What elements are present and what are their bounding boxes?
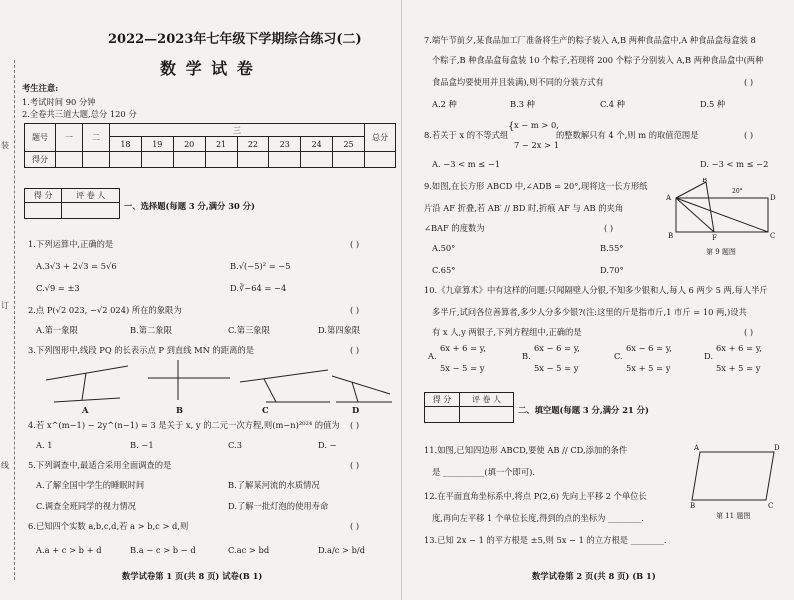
answer-paren: ( ) xyxy=(744,77,754,87)
question-5: 5.下列调查中,最适合采用全面调查的是 xyxy=(28,460,172,470)
score-cell xyxy=(56,152,83,168)
q1-option-a: A.3√3 + 2√3 = 5√6 xyxy=(36,261,117,271)
question-10-line-3: 有 x 人,y 两银子,下列方程组中,正确的是 xyxy=(432,327,582,337)
q10-option-b-line-2: 5x − 5 = y xyxy=(534,363,579,373)
quad-vertex-b: B xyxy=(690,502,696,508)
fig-d-segment-pq xyxy=(352,382,358,402)
fig-11-quadrilateral xyxy=(690,444,782,508)
score-cell xyxy=(237,152,269,168)
q8-option-d: D. −3 < m ≤ −2 xyxy=(700,159,769,169)
diagonal-bd xyxy=(676,198,768,232)
fold-af xyxy=(676,198,714,232)
q7-option-d: D.5 种 xyxy=(700,99,726,109)
q10-option-a-letter: A. xyxy=(428,351,437,361)
segment-ab-prime xyxy=(676,182,706,198)
score-table-header: 题号 xyxy=(25,124,56,152)
question-9-line-2: 片沿 AF 折叠,若 AB′ // BD 时,折痕 AF 与 AB 的夹角 xyxy=(424,203,624,213)
answer-paren: ( ) xyxy=(350,239,360,249)
question-4: 4.若 x^(m−1) − 2y^(n−1) = 3 是关于 x, y 的二元一次方程,则(m−n)²⁰²⁴ 的值为 xyxy=(28,420,340,430)
question-10-line-1: 10.《九章算术》中有这样的问题:只闻隔壁人分银,不知多少银和人,每人 6 两少 5 两,每人半斤 xyxy=(424,285,768,295)
question-13: 13.已知 2x − 1 的平方根是 ±5,则 5x − 1 的立方根是 ________. xyxy=(424,535,667,545)
score-table-total: 总分 xyxy=(365,124,396,152)
fig-9-rectangle xyxy=(666,178,778,240)
q9-option-b: B.55° xyxy=(600,243,624,253)
score-table-col-3: 三 xyxy=(110,124,365,137)
grader-cell xyxy=(460,407,514,423)
q10-option-d-letter: D. xyxy=(704,351,713,361)
question-7-line-2: 个粽子,B 种食品盒每盒装 10 个粽子,若现将 200 个粽子分别装入 A,B 两种食品盒中(两种 xyxy=(432,55,764,65)
q9-option-c: C.65° xyxy=(432,265,456,275)
vertex-f: F xyxy=(712,234,717,240)
q6-option-a: A.a + c > b + d xyxy=(36,545,102,555)
score-cell xyxy=(301,152,333,168)
notice-1: 1.考试时间 90 分钟 xyxy=(22,97,96,107)
page-footer: 数学试卷第 2 页(共 8 页) (B 1) xyxy=(532,571,656,581)
question-1: 1.下列运算中,正确的是 xyxy=(28,239,114,249)
q6-option-d: D.a/c > b/d xyxy=(318,545,366,555)
answer-paren: ( ) xyxy=(604,223,614,233)
q10-option-c-letter: C. xyxy=(614,351,623,361)
fig-9-angle: 20° xyxy=(732,188,743,195)
q2-option-d: D.第四象限 xyxy=(318,325,361,335)
vertex-c: C xyxy=(770,232,776,240)
q8-system-2: 7 − 2x > 1 xyxy=(514,140,559,150)
vertex-d: D xyxy=(770,194,776,202)
score-table-q19: 19 xyxy=(141,137,173,152)
question-7-line-1: 7.端午节前夕,某食品加工厂准备将生产的粽子装入 A,B 两种食品盒中,A 种食品盒每盒装 8 xyxy=(424,35,756,45)
score-table-q20: 20 xyxy=(173,137,205,152)
fig-label-a: A xyxy=(82,405,89,415)
q6-option-b: B.a − c > b − d xyxy=(130,545,196,555)
question-8-post: 的整数解只有 4 个,则 m 的取值范围是 xyxy=(556,130,699,140)
quad-vertex-c: C xyxy=(768,502,774,508)
q6-option-c: C.ac > bd xyxy=(228,545,270,555)
fig-a-segment-pq xyxy=(82,373,86,400)
q1-option-d: D.∛−64 = −4 xyxy=(230,283,287,293)
segment-b-prime-f xyxy=(706,182,714,232)
q10-option-c-line-2: 5x + 5 = y xyxy=(626,363,671,373)
q4-option-c: C.3 xyxy=(228,440,242,450)
answer-paren: ( ) xyxy=(350,420,360,430)
q4-option-d: D. − xyxy=(318,440,337,450)
answer-paren: ( ) xyxy=(744,327,754,337)
score-cell xyxy=(83,152,110,168)
q2-option-a: A.第一象限 xyxy=(36,325,78,335)
question-2: 2.点 P(√2 023, −√2 024) 所在的象限为 xyxy=(28,305,182,315)
answer-paren: ( ) xyxy=(350,521,360,531)
question-11-line-1: 11.如图,已知四边形 ABCD,要使 AB // CD,添加的条件 xyxy=(424,445,628,455)
grader-reviewer: 评 卷 人 xyxy=(460,393,514,407)
score-cell xyxy=(269,152,301,168)
answer-paren: ( ) xyxy=(350,460,360,470)
notice-2: 2.全卷共三道大题,总分 120 分 xyxy=(22,109,137,119)
q10-option-d-line-2: 5x + 5 = y xyxy=(716,363,761,373)
fig-label-d: D xyxy=(352,405,360,415)
grader-cell xyxy=(25,203,62,219)
score-table-row-label: 得分 xyxy=(25,152,56,168)
fig-label-b: B xyxy=(176,405,184,415)
grader-reviewer: 评 卷 人 xyxy=(62,189,120,203)
score-table xyxy=(24,123,396,168)
score-cell xyxy=(365,152,396,168)
grader-cell xyxy=(425,407,460,423)
answer-paren: ( ) xyxy=(744,130,754,140)
score-cell xyxy=(110,152,142,168)
system-brace: { xyxy=(508,121,515,132)
grader-box xyxy=(24,188,120,219)
q4-option-a: A. 1 xyxy=(36,440,53,450)
q1-option-c: C.√9 = ±3 xyxy=(36,283,80,293)
score-table-q22: 22 xyxy=(237,137,269,152)
question-9-line-3: ∠BAF 的度数为 xyxy=(424,223,485,233)
q5-option-c: C.调查全班同学的视力情况 xyxy=(36,501,136,511)
q10-option-a-line-2: 5x − 5 = y xyxy=(440,363,485,373)
quad-vertex-a: A xyxy=(694,444,700,452)
q10-option-c-line-1: 6x − 6 = y, xyxy=(626,343,672,353)
fig-11-caption: 第 11 题图 xyxy=(716,512,751,520)
q10-option-d-line-1: 6x + 6 = y, xyxy=(716,343,762,353)
score-table-q25: 25 xyxy=(333,137,365,152)
question-9-line-1: 9.如图,在长方形 ABCD 中,∠ADB = 20°,现将这一长方形纸 xyxy=(424,181,648,191)
q7-option-c: C.4 种 xyxy=(600,99,625,109)
question-12-line-2: 度,再向左平移 1 个单位长度,得到的点的坐标为 ________. xyxy=(432,513,644,523)
score-table-q18: 18 xyxy=(110,137,142,152)
answer-paren: ( ) xyxy=(350,305,360,315)
grader-score: 得 分 xyxy=(425,393,460,407)
fig-d-line-mn xyxy=(332,376,390,394)
score-table-q23: 23 xyxy=(269,137,301,152)
score-cell xyxy=(205,152,237,168)
q5-option-b: B.了解某河流的水质情况 xyxy=(228,480,320,490)
fig-a-base xyxy=(54,398,120,402)
grader-score: 得 分 xyxy=(25,189,62,203)
binding-line: 装 订 线 xyxy=(0,60,15,580)
right-page xyxy=(404,0,794,600)
vertex-b-prime: B′ xyxy=(702,178,709,184)
fig-9-caption: 第 9 题图 xyxy=(706,248,736,256)
page-divider xyxy=(401,0,402,600)
score-table-col-1: 一 xyxy=(56,124,83,152)
section-1-title: 一、选择题(每题 3 分,满分 30 分) xyxy=(124,201,255,211)
page-footer: 数学试卷第 1 页(共 8 页) 试卷(B 1) xyxy=(122,571,263,581)
q4-option-b: B. −1 xyxy=(130,440,154,450)
q2-option-b: B.第二象限 xyxy=(130,325,172,335)
question-3: 3.下列图形中,线段 PQ 的长表示点 P 到直线 MN 的距离的是 xyxy=(28,345,255,355)
q5-option-a: A.了解全国中学生的睡眠时间 xyxy=(36,480,145,490)
exam-header: 2022—2023年七年级下学期综合练习(二) xyxy=(108,32,362,47)
quad-vertex-d: D xyxy=(774,444,780,452)
answer-paren: ( ) xyxy=(350,345,360,355)
score-table-q21: 21 xyxy=(205,137,237,152)
question-8-pre: 8.若关于 x 的不等式组 xyxy=(424,130,509,140)
score-cell xyxy=(173,152,205,168)
q5-option-d: D.了解一批灯泡的使用寿命 xyxy=(228,501,329,511)
q8-option-a: A. −3 < m ≤ −1 xyxy=(432,159,501,169)
q7-option-a: A.2 种 xyxy=(432,99,457,109)
score-table-col-2: 二 xyxy=(83,124,110,152)
q10-option-b-letter: B. xyxy=(522,351,531,361)
subject-title: 数 学 试 卷 xyxy=(160,59,255,78)
fig-c-segment-pq xyxy=(264,379,276,402)
question-7-line-3: 食品盒均要使用并且装满),则不同的分装方式有 xyxy=(432,77,604,87)
q2-option-c: C.第三象限 xyxy=(228,325,270,335)
score-cell xyxy=(141,152,173,168)
q7-option-b: B.3 种 xyxy=(510,99,535,109)
question-12-line-1: 12.在平面直角坐标系中,将点 P(2,6) 先向上平移 2 个单位长 xyxy=(424,491,647,501)
vertex-b: B xyxy=(668,232,674,240)
question-10-line-2: 多半斤,试问各位善算者,多少人分多少银?(注:这里的斤是指市斤,1 市斤 = 10 两,)设共 xyxy=(432,307,747,317)
vertex-a: A xyxy=(666,194,672,202)
q8-system-1: x − m > 0, xyxy=(514,120,559,130)
question-11-line-2: 是 __________(填一个即可). xyxy=(432,467,536,477)
score-cell xyxy=(333,152,365,168)
q9-option-d: D.70° xyxy=(600,265,624,275)
fig-label-c: C xyxy=(262,405,269,415)
fig-c-line-mn xyxy=(240,370,328,382)
fig-a-line-mn xyxy=(46,366,128,380)
q10-option-a-line-1: 6x + 6 = y, xyxy=(440,343,486,353)
notice-title: 考生注意: xyxy=(22,83,59,93)
q9-option-a: A.50° xyxy=(432,243,456,253)
section-2-title: 二、填空题(每题 3 分,满分 21 分) xyxy=(518,405,649,415)
q1-option-b: B.√(−5)² = −5 xyxy=(230,261,291,271)
question-6: 6.已知四个实数 a,b,c,d,若 a > b,c > d,则 xyxy=(28,521,189,531)
q10-option-b-line-1: 6x − 6 = y, xyxy=(534,343,580,353)
grader-cell xyxy=(62,203,120,219)
grader-box xyxy=(424,392,514,423)
score-table-q24: 24 xyxy=(301,137,333,152)
quad-abcd xyxy=(692,452,774,500)
q3-figures xyxy=(40,354,400,416)
